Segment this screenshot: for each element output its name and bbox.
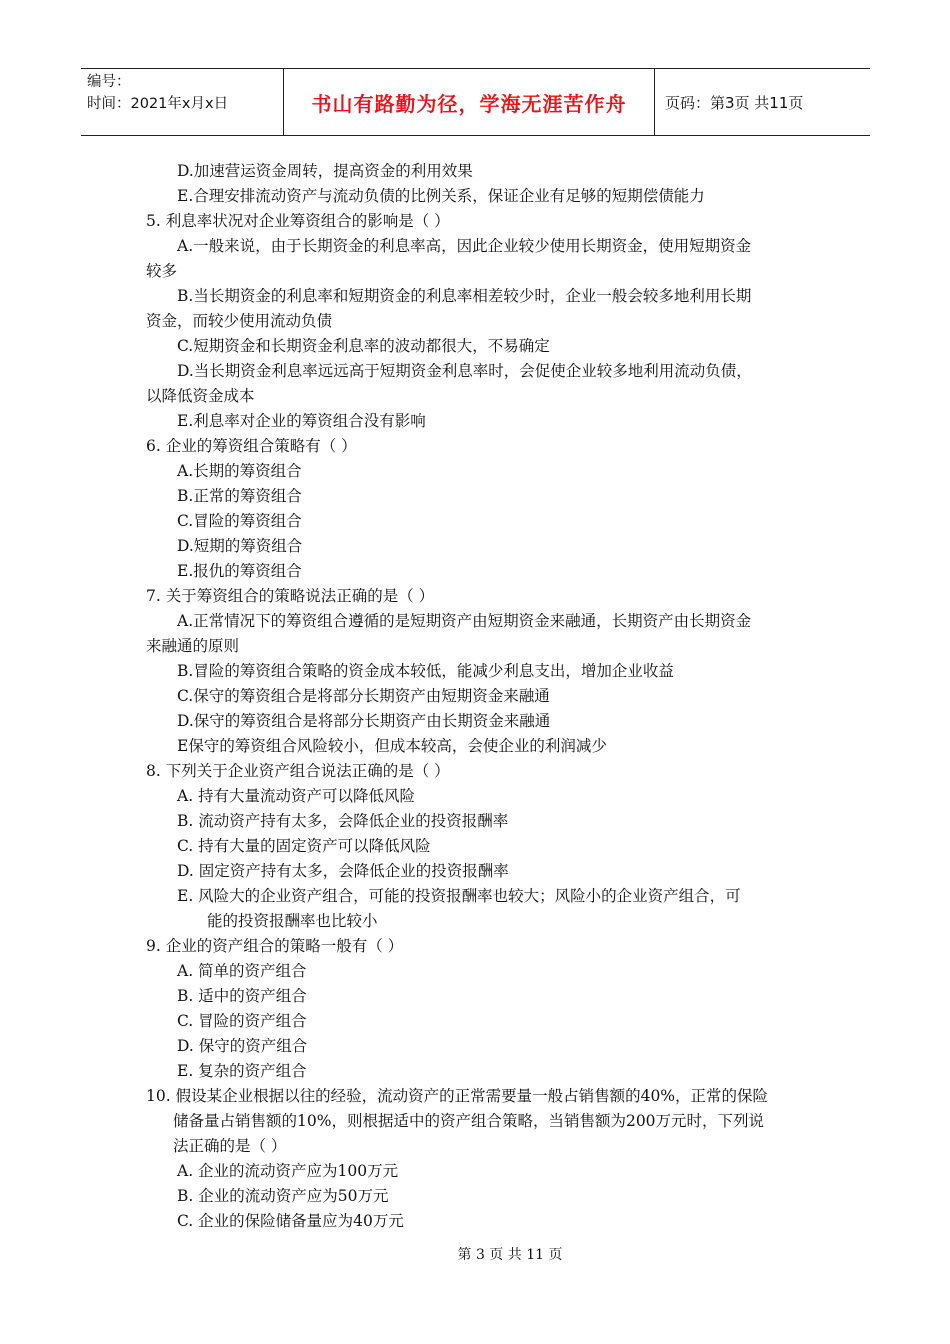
question-10: 10. 假设某企业根据以往的经验，流动资产的正常需要量一般占销售额的40%，正常的保险 <box>146 1087 769 1105</box>
text-line: A.正常情况下的筹资组合遵循的是短期资产由短期资金来融通，长期资产由长期资金 <box>177 612 752 630</box>
page-header <box>81 68 870 136</box>
header-motto: 书山有路勤为径，学海无涯苦作舟 <box>283 69 655 135</box>
header-page-info: 页码：第3页 共11页 <box>665 93 804 112</box>
option-line: A. 企业的流动资产应为100万元 <box>177 1162 399 1180</box>
text-line: D.加速营运资金周转，提高资金的利用效果 <box>177 162 473 180</box>
document-number-label: 编号： <box>87 74 131 90</box>
option-line: B.冒险的筹资组合策略的资金成本较低，能减少利息支出，增加企业收益 <box>177 662 674 680</box>
document-date: 时间：2021年x月x日 <box>87 96 229 112</box>
page-footer: 第 3 页 共 11 页 <box>457 1247 563 1263</box>
text-line: 储备量占销售额的10%，则根据适中的资产组合策略，当销售额为200万元时，下列说 <box>173 1112 765 1130</box>
header-meta <box>81 69 283 135</box>
option-line: C. 持有大量的固定资产可以降低风险 <box>177 837 431 855</box>
question-6: 6. 企业的筹资组合策略有（ ） <box>146 437 357 455</box>
option-line: D. 固定资产持有太多，会降低企业的投资报酬率 <box>177 862 509 880</box>
question-5: 5. 利息率状况对企业筹资组合的影响是（ ） <box>146 212 450 230</box>
option-line: C. 企业的保险储备量应为40万元 <box>177 1212 404 1230</box>
option-line: C. 冒险的资产组合 <box>177 1012 307 1030</box>
text-line: 以降低资金成本 <box>146 387 255 405</box>
text-line: B.当长期资金的利息率和短期资金的利息率相差较少时，企业一般会较多地利用长期 <box>177 287 752 305</box>
option-line: B. 企业的流动资产应为50万元 <box>177 1187 389 1205</box>
question-9: 9. 企业的资产组合的策略一般有（ ） <box>146 937 404 955</box>
text-line: A.一般来说，由于长期资金的利息率高，因此企业较少使用长期资金，使用短期资金 <box>177 237 752 255</box>
question-7: 7. 关于筹资组合的策略说法正确的是（ ） <box>146 587 435 605</box>
text-line: E.利息率对企业的筹资组合没有影响 <box>177 412 426 430</box>
option-line: E. 风险大的企业资产组合，可能的投资报酬率也较大；风险小的企业资产组合，可 <box>177 887 741 905</box>
option-line: E.报仇的筹资组合 <box>177 562 302 580</box>
option-line: A. 持有大量流动资产可以降低风险 <box>177 787 416 805</box>
text-line: C.短期资金和长期资金利息率的波动都很大，不易确定 <box>177 337 550 355</box>
text-line: D.当长期资金利息率远远高于短期资金利息率时，会促使企业较多地利用流动负债， <box>177 362 752 380</box>
option-line: B.正常的筹资组合 <box>177 487 302 505</box>
question-8: 8. 下列关于企业资产组合说法正确的是（ ） <box>146 762 450 780</box>
text-line: 来融通的原则 <box>146 637 240 655</box>
option-line: D.短期的筹资组合 <box>177 537 303 555</box>
text-line: 法正确的是（ ） <box>173 1137 287 1155</box>
option-line: B. 流动资产持有太多，会降低企业的投资报酬率 <box>177 812 509 830</box>
text-line: 资金，而较少使用流动负债 <box>146 312 333 330</box>
option-line: C.保守的筹资组合是将部分长期资产由短期资金来融通 <box>177 687 550 705</box>
option-line: A.长期的筹资组合 <box>177 462 302 480</box>
option-line: A. 简单的资产组合 <box>177 962 307 980</box>
option-line: D. 保守的资产组合 <box>177 1037 308 1055</box>
option-line: E. 复杂的资产组合 <box>177 1062 307 1080</box>
option-line: E保守的筹资组合风险较小，但成本较高，会使企业的利润减少 <box>177 737 607 755</box>
text-line: 能的投资报酬率也比较小 <box>207 912 378 930</box>
option-line: B. 适中的资产组合 <box>177 987 307 1005</box>
option-line: C.冒险的筹资组合 <box>177 512 302 530</box>
text-line: E.合理安排流动资产与流动负债的比例关系，保证企业有足够的短期偿债能力 <box>177 187 705 205</box>
text-line: 较多 <box>146 262 178 280</box>
option-line: D.保守的筹资组合是将部分长期资产由长期资金来融通 <box>177 712 551 730</box>
